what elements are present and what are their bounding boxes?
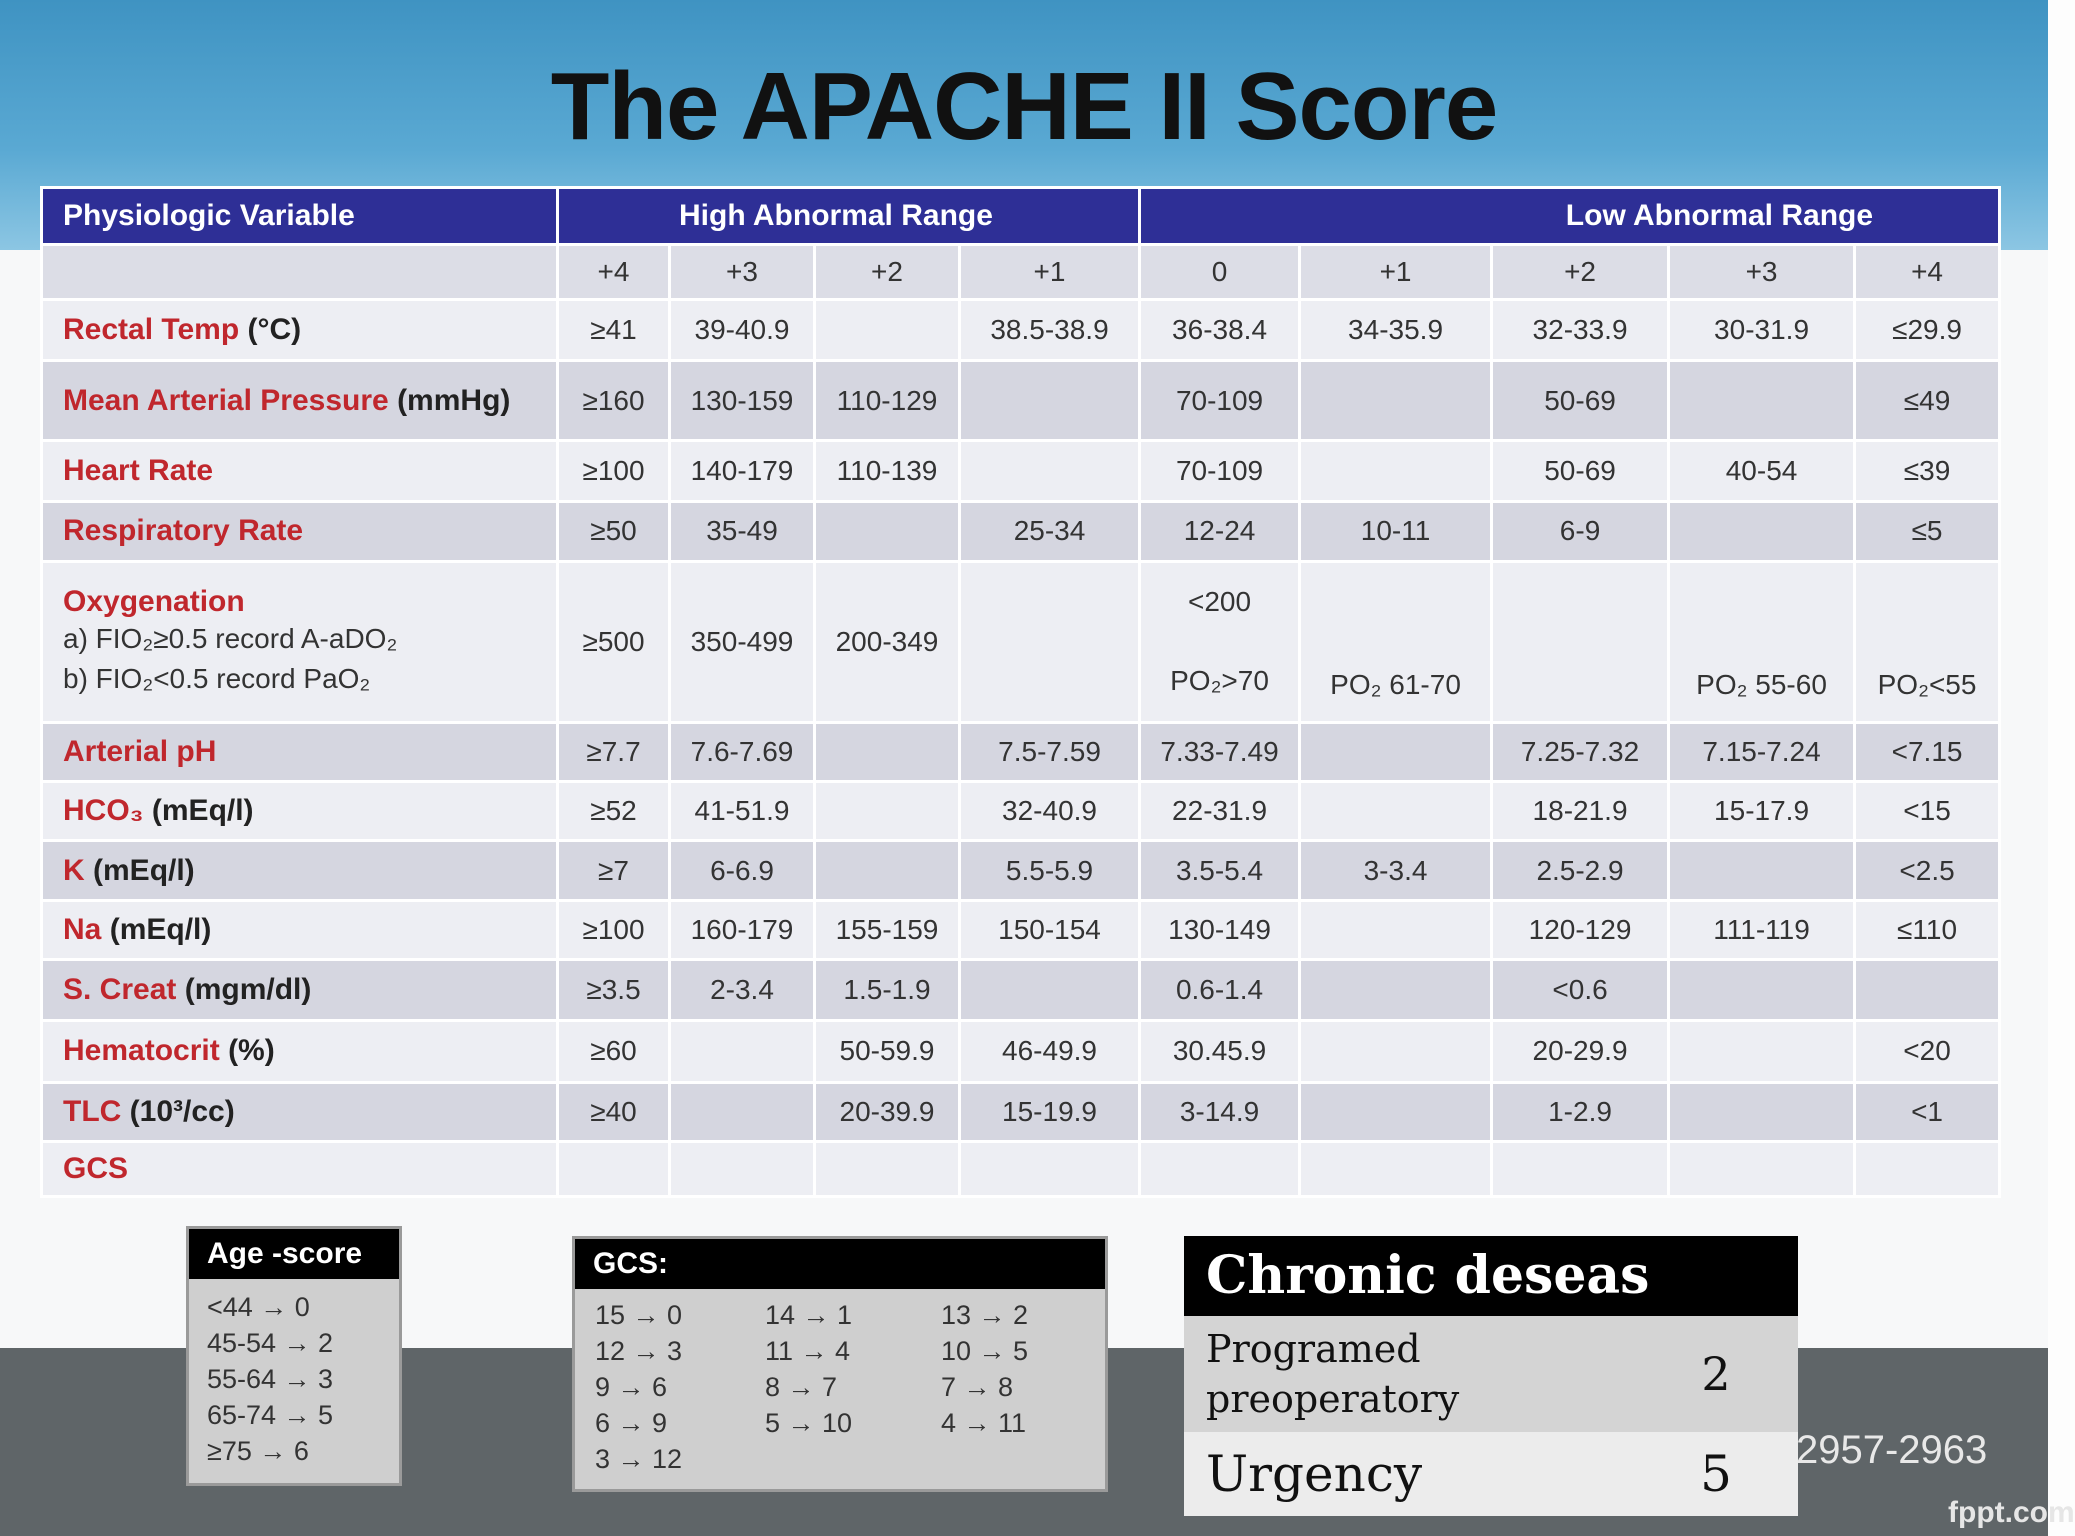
value-cell: ≤5 xyxy=(1855,502,2000,561)
oxygenation-line-a: a) FIO₂≥0.5 record A-aDO₂ xyxy=(63,622,398,654)
value-cell: 6-9 xyxy=(1492,502,1669,561)
value-cell xyxy=(960,561,1140,722)
value-cell: 50-69 xyxy=(1492,361,1669,441)
points-cell: +2 xyxy=(1492,245,1669,300)
value-cell: ≥41 xyxy=(558,300,670,361)
age-score-title: Age -score xyxy=(189,1229,399,1279)
variable-label xyxy=(42,361,558,441)
value-cell: 3.5-5.4 xyxy=(1140,841,1300,900)
value-text: PO₂>70 xyxy=(1170,665,1269,697)
value-cell: ≤39 xyxy=(1855,440,2000,501)
value-cell: 350-499 xyxy=(670,561,815,722)
low-range-header: Low Abnormal Range xyxy=(1140,188,2000,245)
value-cell xyxy=(558,1141,670,1196)
value-cell: <1 xyxy=(1855,1082,2000,1141)
value-cell: 25-34 xyxy=(960,502,1140,561)
age-item: ≥75 → 6 xyxy=(207,1436,309,1466)
value-cell: PO₂ 55-60 xyxy=(1669,561,1855,722)
table-row xyxy=(42,782,2000,841)
variable-label xyxy=(42,1082,558,1141)
variable-name: GCS xyxy=(63,1151,129,1185)
value-cell: <7.15 xyxy=(1855,722,2000,781)
value-cell: 36-38.4 xyxy=(1140,300,1300,361)
value-cell: 70-109 xyxy=(1140,361,1300,441)
value-cell: 40-54 xyxy=(1669,440,1855,501)
value-cell xyxy=(1140,1141,1300,1196)
table-row xyxy=(42,561,2000,722)
value-cell: 130-159 xyxy=(670,361,815,441)
variable-name: TLC xyxy=(63,1094,122,1128)
variable-unit: (10³/cc) xyxy=(129,1094,235,1128)
value-cell: 1.5-1.9 xyxy=(815,959,960,1020)
gcs-title: GCS: xyxy=(575,1239,1105,1289)
value-cell xyxy=(960,361,1140,441)
table-row xyxy=(42,440,2000,501)
value-cell xyxy=(815,782,960,841)
gcs-item: 12 → 3 xyxy=(595,1336,683,1366)
value-cell: <2.5 xyxy=(1855,841,2000,900)
table-header-row xyxy=(42,188,2000,245)
value-cell xyxy=(960,440,1140,501)
value-cell xyxy=(815,502,960,561)
oxygenation-line-b: b) FIO₂<0.5 record PaO₂ xyxy=(63,662,371,694)
points-cell: +4 xyxy=(1855,245,2000,300)
value-cell: 38.5-38.9 xyxy=(960,300,1140,361)
variable-name: Rectal Temp xyxy=(63,313,240,347)
brand-logo: fppt.com xyxy=(1948,1496,2075,1529)
value-cell xyxy=(1669,841,1855,900)
points-corner xyxy=(42,245,558,300)
variable-unit: (mEq/l) xyxy=(109,912,212,946)
gcs-item: 6 → 9 xyxy=(595,1408,668,1438)
value-cell: 35-49 xyxy=(670,502,815,561)
value-cell: ≥60 xyxy=(558,1021,670,1082)
value-cell: <15 xyxy=(1855,782,2000,841)
value-cell xyxy=(1300,361,1492,441)
value-cell: 70-109 xyxy=(1140,440,1300,501)
variable-label xyxy=(42,300,558,361)
value-cell xyxy=(960,1141,1140,1196)
value-cell xyxy=(1140,561,1300,722)
value-cell xyxy=(1669,361,1855,441)
chronic-title: Chronic deseas xyxy=(1184,1236,1798,1316)
variable-label xyxy=(42,722,558,781)
variable-unit: (mmHg) xyxy=(397,383,511,417)
age-item: 65-74 → 5 xyxy=(207,1400,334,1430)
gcs-item: 3 → 12 xyxy=(595,1444,683,1474)
table-row xyxy=(42,361,2000,441)
value-cell xyxy=(1855,959,2000,1020)
value-cell: 50-69 xyxy=(1492,440,1669,501)
variable-label xyxy=(42,841,558,900)
variable-name: Hematocrit xyxy=(63,1034,220,1068)
value-cell xyxy=(1855,1141,2000,1196)
value-cell xyxy=(1300,782,1492,841)
high-range-header: High Abnormal Range xyxy=(558,188,1140,245)
points-row xyxy=(42,245,2000,300)
value-cell xyxy=(1300,722,1492,781)
value-cell: 3-14.9 xyxy=(1140,1082,1300,1141)
variable-unit: (°C) xyxy=(247,313,302,347)
gcs-item: 15 → 0 xyxy=(595,1300,683,1330)
value-cell: ≥7.7 xyxy=(558,722,670,781)
value-cell xyxy=(1300,1021,1492,1082)
value-cell: 110-129 xyxy=(815,361,960,441)
gcs-item: 11 → 4 xyxy=(765,1336,851,1366)
points-cell: +4 xyxy=(558,245,670,300)
value-cell: 10-11 xyxy=(1300,502,1492,561)
table-row xyxy=(42,841,2000,900)
value-cell xyxy=(815,1141,960,1196)
value-cell xyxy=(1300,959,1492,1020)
value-cell: ≤29.9 xyxy=(1855,300,2000,361)
value-cell: 32-33.9 xyxy=(1492,300,1669,361)
gcs-item: 5 → 10 xyxy=(765,1408,853,1438)
points-cell: +3 xyxy=(670,245,815,300)
value-cell: 1-2.9 xyxy=(1492,1082,1669,1141)
gcs-item: 4 → 11 xyxy=(941,1408,1027,1438)
value-cell: 140-179 xyxy=(670,440,815,501)
value-cell: PO₂<55 xyxy=(1855,561,2000,722)
age-score-box xyxy=(186,1226,402,1486)
points-cell: +1 xyxy=(960,245,1140,300)
points-cell: 0 xyxy=(1140,245,1300,300)
variable-name: Arterial pH xyxy=(63,735,217,769)
value-cell: ≥500 xyxy=(558,561,670,722)
value-cell: 7.6-7.69 xyxy=(670,722,815,781)
value-cell: 5.5-5.9 xyxy=(960,841,1140,900)
value-cell xyxy=(815,722,960,781)
value-cell: ≥3.5 xyxy=(558,959,670,1020)
page-title: The APACHE II Score xyxy=(550,53,1498,160)
value-cell xyxy=(1492,1141,1669,1196)
variable-name: Mean Arterial Pressure xyxy=(63,383,389,417)
variable-name: Heart Rate xyxy=(63,454,214,488)
value-cell: <0.6 xyxy=(1492,959,1669,1020)
value-cell xyxy=(1492,561,1669,722)
variable-name: HCO₃ xyxy=(63,794,144,828)
value-cell: 20-29.9 xyxy=(1492,1021,1669,1082)
value-cell: ≤49 xyxy=(1855,361,2000,441)
value-cell: ≥7 xyxy=(558,841,670,900)
value-cell: 3-3.4 xyxy=(1300,841,1492,900)
variable-unit: (%) xyxy=(228,1034,275,1068)
value-cell: 34-35.9 xyxy=(1300,300,1492,361)
gcs-item: 10 → 5 xyxy=(941,1336,1029,1366)
value-cell xyxy=(1300,1141,1492,1196)
variable-header: Physiologic Variable xyxy=(42,188,558,245)
value-cell: 120-129 xyxy=(1492,900,1669,959)
gcs-item: 9 → 6 xyxy=(595,1372,668,1402)
value-cell: 2-3.4 xyxy=(670,959,815,1020)
gcs-item: 13 → 2 xyxy=(941,1300,1029,1330)
value-cell: 155-159 xyxy=(815,900,960,959)
value-cell: 7.5-7.59 xyxy=(960,722,1140,781)
variable-label xyxy=(42,502,558,561)
value-cell: ≤110 xyxy=(1855,900,2000,959)
variable-unit: (mEq/l) xyxy=(93,853,195,887)
points-cell: +3 xyxy=(1669,245,1855,300)
chronic-row-name: Programed preoperatory xyxy=(1206,1327,1460,1421)
value-cell xyxy=(1669,502,1855,561)
variable-name: K xyxy=(63,853,85,887)
value-cell: 6-6.9 xyxy=(670,841,815,900)
gcs-box xyxy=(572,1236,1108,1492)
value-cell xyxy=(1300,1082,1492,1141)
chronic-row-points: 5 xyxy=(1700,1445,1732,1503)
table-row xyxy=(42,1021,2000,1082)
gcs-item: 14 → 1 xyxy=(765,1300,853,1330)
value-cell xyxy=(670,1141,815,1196)
apache-score-table xyxy=(40,186,2001,1198)
value-cell: 110-139 xyxy=(815,440,960,501)
age-item: <44 → 0 xyxy=(207,1292,310,1322)
value-cell: 20-39.9 xyxy=(815,1082,960,1141)
value-cell: 32-40.9 xyxy=(960,782,1140,841)
value-cell: 150-154 xyxy=(960,900,1140,959)
value-cell: 130-149 xyxy=(1140,900,1300,959)
value-cell: 7.25-7.32 xyxy=(1492,722,1669,781)
variable-label xyxy=(42,782,558,841)
table-row xyxy=(42,1082,2000,1141)
gcs-item: 7 → 8 xyxy=(941,1372,1014,1402)
value-cell: 111-119 xyxy=(1669,900,1855,959)
value-cell: 15-17.9 xyxy=(1669,782,1855,841)
value-cell: ≥100 xyxy=(558,900,670,959)
value-text: <200 xyxy=(1187,586,1252,618)
age-item: 45-54 → 2 xyxy=(207,1328,334,1358)
value-cell: 15-19.9 xyxy=(960,1082,1140,1141)
value-cell: 30.45.9 xyxy=(1140,1021,1300,1082)
value-cell: 7.15-7.24 xyxy=(1669,722,1855,781)
value-cell: 7.33-7.49 xyxy=(1140,722,1300,781)
value-cell: <20 xyxy=(1855,1021,2000,1082)
value-cell: PO₂ 61-70 xyxy=(1300,561,1492,722)
value-cell: 41-51.9 xyxy=(670,782,815,841)
value-cell: ≥40 xyxy=(558,1082,670,1141)
value-cell: 12-24 xyxy=(1140,502,1300,561)
table-row xyxy=(42,722,2000,781)
chronic-row xyxy=(1184,1316,1798,1432)
points-cell: +2 xyxy=(815,245,960,300)
variable-label xyxy=(42,440,558,501)
variable-label xyxy=(42,561,558,722)
value-cell xyxy=(1669,1082,1855,1141)
variable-unit: (mgm/dl) xyxy=(184,973,312,1007)
value-cell: 50-59.9 xyxy=(815,1021,960,1082)
table-row xyxy=(42,900,2000,959)
value-cell xyxy=(670,1082,815,1141)
gcs-item: 8 → 7 xyxy=(765,1372,838,1402)
table-row xyxy=(42,300,2000,361)
value-cell xyxy=(1300,440,1492,501)
value-cell: 0.6-1.4 xyxy=(1140,959,1300,1020)
table-row xyxy=(42,502,2000,561)
value-cell xyxy=(1669,959,1855,1020)
value-cell xyxy=(960,959,1140,1020)
value-cell: ≥52 xyxy=(558,782,670,841)
chronic-row-points: 2 xyxy=(1701,1347,1731,1401)
variable-label xyxy=(42,900,558,959)
variable-label xyxy=(42,1141,558,1196)
value-cell: ≥100 xyxy=(558,440,670,501)
variable-unit: (mEq/l) xyxy=(151,794,254,828)
value-cell: 46-49.9 xyxy=(960,1021,1140,1082)
value-cell xyxy=(1669,1021,1855,1082)
value-cell: 200-349 xyxy=(815,561,960,722)
chronic-row-name: Urgency xyxy=(1206,1445,1423,1503)
variable-name: Na xyxy=(63,912,102,946)
age-item: 55-64 → 3 xyxy=(207,1364,334,1394)
value-cell: 160-179 xyxy=(670,900,815,959)
value-cell xyxy=(670,1021,815,1082)
variable-name: Respiratory Rate xyxy=(63,514,304,548)
value-cell: 22-31.9 xyxy=(1140,782,1300,841)
variable-label xyxy=(42,959,558,1020)
table-row xyxy=(42,959,2000,1020)
value-cell xyxy=(815,300,960,361)
value-cell: ≥160 xyxy=(558,361,670,441)
variable-name: S. Creat xyxy=(63,973,177,1007)
value-cell: 18-21.9 xyxy=(1492,782,1669,841)
table-row xyxy=(42,1141,2000,1196)
chronic-disease-box xyxy=(1184,1236,1798,1516)
value-cell xyxy=(1300,900,1492,959)
value-cell xyxy=(1669,1141,1855,1196)
value-cell: 39-40.9 xyxy=(670,300,815,361)
chronic-row xyxy=(1184,1432,1798,1516)
value-cell: ≥50 xyxy=(558,502,670,561)
value-cell xyxy=(815,841,960,900)
value-cell: 30-31.9 xyxy=(1669,300,1855,361)
variable-name: Oxygenation xyxy=(63,584,245,618)
value-cell: 2.5-2.9 xyxy=(1492,841,1669,900)
points-cell: +1 xyxy=(1300,245,1492,300)
variable-label xyxy=(42,1021,558,1082)
reference-text: 2957-2963 xyxy=(1796,1428,1988,1472)
